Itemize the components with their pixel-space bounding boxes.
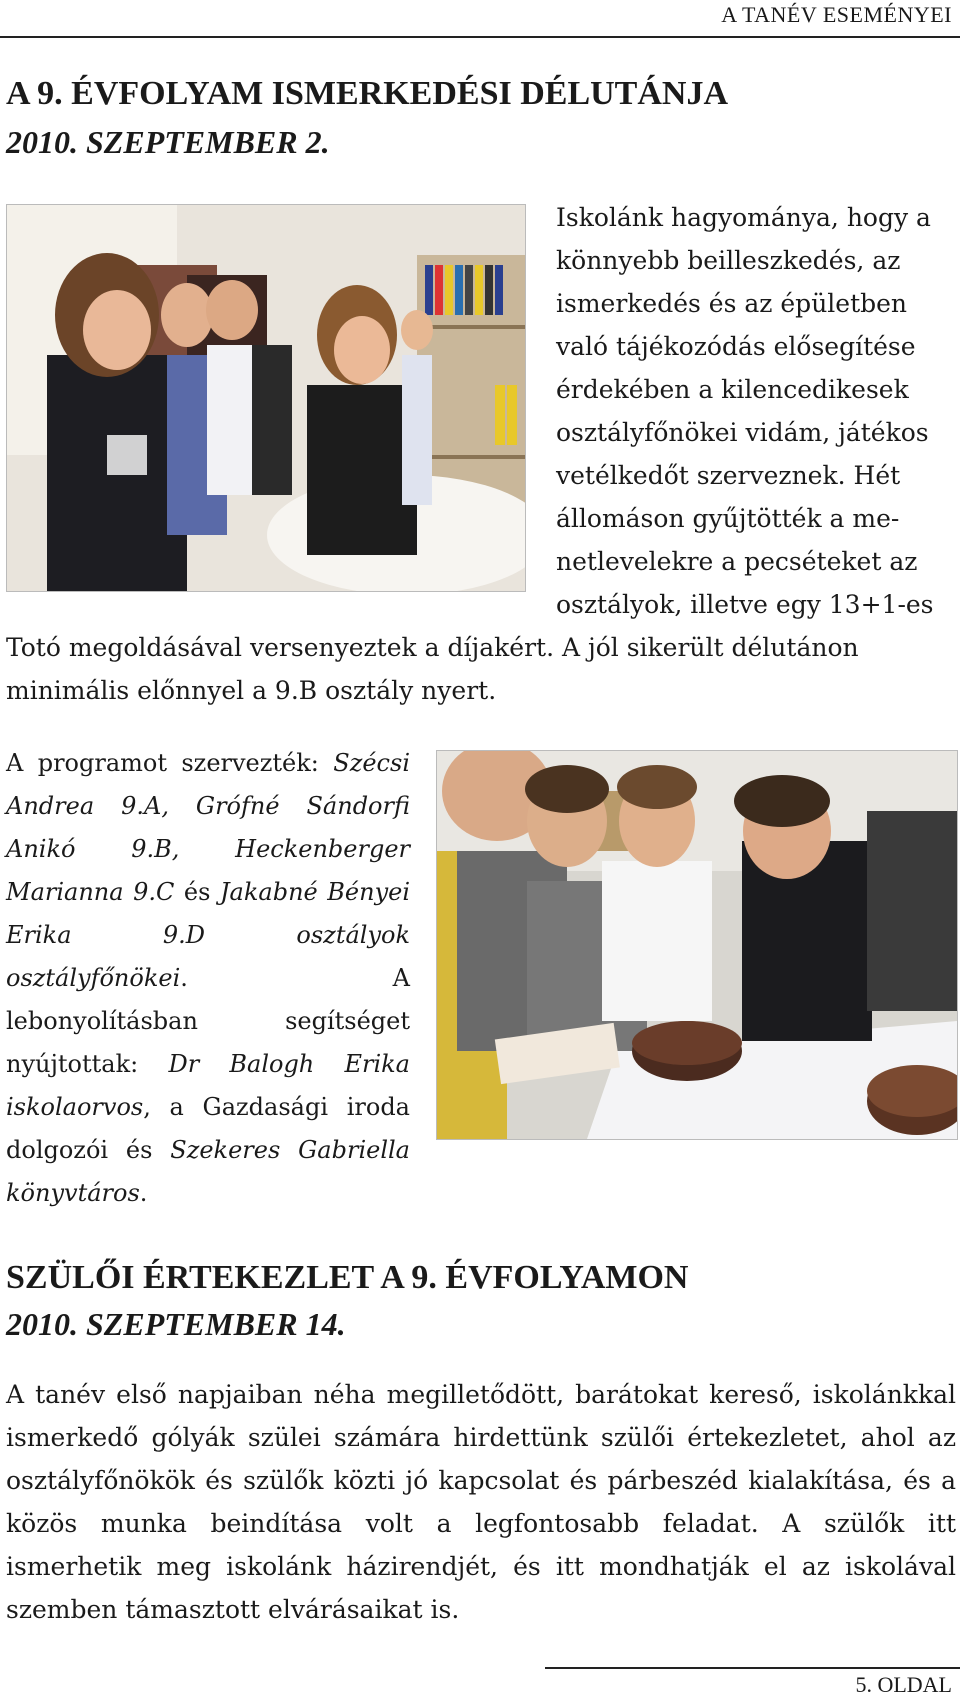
organizers-intro: A programot szervezték: [6, 749, 334, 777]
organizers-last: Jakabné Bényei Erika 9.D osztályok osztályfőnökei [6, 878, 411, 992]
organizers-names: Szécsi Andrea 9.A, Grófné Sándorfi Anikó 9.B, Heckenberger Marianna 9.C [6, 749, 410, 906]
article1-title: A 9. ÉVFOLYAM ISMERKEDÉSI DÉLUTÁNJA [6, 75, 729, 112]
photo-girls-at-table [6, 204, 526, 592]
photo-boys-with-cake [436, 750, 958, 1140]
photo-boys-illustration [437, 751, 957, 1139]
help-doctor: Dr Balogh Erika iskolaorvos [6, 1050, 410, 1121]
photo-girls-illustration [7, 205, 525, 591]
intro-line: vetélkedőt szerveznek. Hét [556, 461, 901, 490]
intro-line: netlevelekre a pecséteket az [556, 547, 918, 576]
intro-line: való tájékozódás elősegítése [556, 332, 916, 361]
article2-body: A tanév első napjaiban néha megilletődött, barátokat kereső, iskolánkkal ismerkedő gólyák szülei számára hirdettünk szülői értekezletet, ahol az osztályfőnökök és szülők közti jó kapcsolat és párbeszéd kialakítása, és a közös munka beindítása volt a legfontosabb feladat. A szülők itt ismerhetik meg iskolánk házirendjét, és itt mondhatják el az iskolával szemben támasztott elvárásaikat is. [6, 1380, 956, 1624]
page-number: 5. OLDAL [855, 1672, 952, 1697]
footer-divider [545, 1667, 960, 1669]
intro-line: Totó megoldásával versenyeztek a díjakért. A jól sikerült délutánon [6, 633, 859, 662]
intro-line: könnyebb beilleszkedés, az [556, 246, 901, 275]
intro-line: Iskolánk hagyománya, hogy a [556, 203, 931, 232]
intro-line: minimális előnnyel a 9.B osztály nyert. [6, 676, 497, 705]
article2-date: 2010. SZEPTEMBER 14. [6, 1306, 346, 1342]
intro-line: ismerkedés és az épületben [556, 289, 908, 318]
intro-line: osztályok, illetve egy 13+1-es [556, 590, 934, 619]
organizers-and: és [174, 878, 220, 906]
help-intro: . A lebonyolításban segítséget nyújtottak: [6, 964, 410, 1078]
section-title: A TANÉV ESEMÉNYEI [721, 2, 952, 27]
article1-date: 2010. SZEPTEMBER 2. [6, 124, 330, 160]
intro-line: osztályfőnökei vidám, játékos [556, 418, 929, 447]
article1-intro-right [556, 196, 956, 626]
running-header [0, 0, 960, 38]
article1-intro-continued [6, 626, 956, 712]
intro-line: érdekében a kilencedikesek [556, 375, 909, 404]
article1-organizers [6, 742, 410, 1215]
help-end: . [139, 1179, 148, 1207]
help-librarian: Szekeres Gabriella könyvtáros [6, 1136, 410, 1207]
help-mid: , a Gazdasági iroda dolgozói és [6, 1093, 410, 1164]
intro-line: állomáson gyűjtötték a me- [556, 504, 900, 533]
article2-title: SZÜLŐI ÉRTEKEZLET A 9. ÉVFOLYAMON [6, 1259, 689, 1296]
